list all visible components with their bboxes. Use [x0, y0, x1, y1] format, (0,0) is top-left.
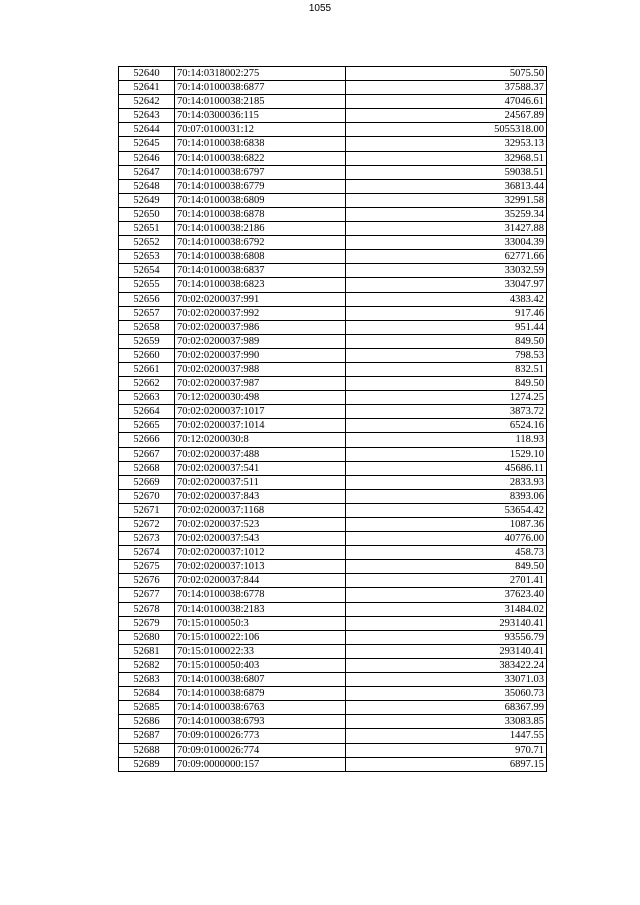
area-value-cell: 36813.44: [346, 179, 547, 193]
row-number-cell: 52652: [119, 236, 175, 250]
row-number-cell: 52676: [119, 574, 175, 588]
area-value-cell: 35060.73: [346, 687, 547, 701]
area-value-cell: 3873.72: [346, 405, 547, 419]
row-number-cell: 52667: [119, 447, 175, 461]
area-value-cell: 31484.02: [346, 602, 547, 616]
area-value-cell: 33071.03: [346, 673, 547, 687]
cadastral-number-cell: 70:12:0200030:8: [175, 433, 346, 447]
table-row: [119, 461, 547, 475]
row-number-cell: 52656: [119, 292, 175, 306]
table-row: [119, 574, 547, 588]
cadastral-number-cell: 70:02:0200037:1012: [175, 546, 346, 560]
area-value-cell: 33004.39: [346, 236, 547, 250]
area-value-cell: 8393.06: [346, 489, 547, 503]
row-number-cell: 52685: [119, 701, 175, 715]
cadastral-number-cell: 70:02:0200037:991: [175, 292, 346, 306]
table-row: [119, 673, 547, 687]
area-value-cell: 458.73: [346, 546, 547, 560]
table-row: [119, 687, 547, 701]
table-row: [119, 644, 547, 658]
area-value-cell: 2833.93: [346, 475, 547, 489]
area-value-cell: 33083.85: [346, 715, 547, 729]
row-number-cell: 52654: [119, 264, 175, 278]
area-value-cell: 35259.34: [346, 207, 547, 221]
cadastral-number-cell: 70:14:0100038:6878: [175, 207, 346, 221]
area-value-cell: 59038.51: [346, 165, 547, 179]
area-value-cell: 293140.41: [346, 644, 547, 658]
cadastral-number-cell: 70:02:0200037:488: [175, 447, 346, 461]
row-number-cell: 52679: [119, 616, 175, 630]
table-row: [119, 602, 547, 616]
row-number-cell: 52657: [119, 306, 175, 320]
table-row: [119, 630, 547, 644]
cadastral-number-cell: 70:14:0100038:6877: [175, 81, 346, 95]
cadastral-number-cell: 70:09:0000000:157: [175, 757, 346, 771]
row-number-cell: 52653: [119, 250, 175, 264]
area-value-cell: 1087.36: [346, 518, 547, 532]
row-number-cell: 52660: [119, 348, 175, 362]
cadastral-number-cell: 70:02:0200037:543: [175, 532, 346, 546]
table-row: [119, 179, 547, 193]
area-value-cell: 45686.11: [346, 461, 547, 475]
area-value-cell: 383422.24: [346, 658, 547, 672]
row-number-cell: 52666: [119, 433, 175, 447]
cadastral-number-cell: 70:02:0200037:988: [175, 362, 346, 376]
row-number-cell: 52659: [119, 334, 175, 348]
cadastral-number-cell: 70:14:0100038:2186: [175, 222, 346, 236]
table-body: [119, 67, 547, 772]
cadastral-number-cell: 70:02:0200037:987: [175, 377, 346, 391]
area-value-cell: 2701.41: [346, 574, 547, 588]
cadastral-number-cell: 70:15:0100050:3: [175, 616, 346, 630]
row-number-cell: 52678: [119, 602, 175, 616]
table-row: [119, 588, 547, 602]
table-row: [119, 743, 547, 757]
area-value-cell: 31427.88: [346, 222, 547, 236]
table-row: [119, 207, 547, 221]
cadastral-number-cell: 70:14:0100038:6763: [175, 701, 346, 715]
table-row: [119, 391, 547, 405]
row-number-cell: 52672: [119, 518, 175, 532]
area-value-cell: 798.53: [346, 348, 547, 362]
cadastral-number-cell: 70:14:0100038:6807: [175, 673, 346, 687]
table-row: [119, 306, 547, 320]
cadastral-number-cell: 70:14:0100038:6822: [175, 151, 346, 165]
table-row: [119, 222, 547, 236]
table-row: [119, 278, 547, 292]
table-row: [119, 334, 547, 348]
table-row: [119, 447, 547, 461]
cadastral-number-cell: 70:14:0100038:6778: [175, 588, 346, 602]
row-number-cell: 52680: [119, 630, 175, 644]
table-row: [119, 193, 547, 207]
area-value-cell: 951.44: [346, 320, 547, 334]
cadastral-number-cell: 70:02:0200037:844: [175, 574, 346, 588]
cadastral-number-cell: 70:02:0200037:989: [175, 334, 346, 348]
cadastral-number-cell: 70:14:0300036:115: [175, 109, 346, 123]
table-row: [119, 532, 547, 546]
cadastral-number-cell: 70:02:0200037:1168: [175, 503, 346, 517]
area-value-cell: 970.71: [346, 743, 547, 757]
table-row: [119, 503, 547, 517]
area-value-cell: 1447.55: [346, 729, 547, 743]
row-number-cell: 52645: [119, 137, 175, 151]
area-value-cell: 849.50: [346, 334, 547, 348]
area-value-cell: 53654.42: [346, 503, 547, 517]
table-row: [119, 405, 547, 419]
area-value-cell: 33032.59: [346, 264, 547, 278]
row-number-cell: 52641: [119, 81, 175, 95]
table-row: [119, 137, 547, 151]
cadastral-number-cell: 70:12:0200030:498: [175, 391, 346, 405]
area-value-cell: 293140.41: [346, 616, 547, 630]
table-row: [119, 475, 547, 489]
row-number-cell: 52665: [119, 419, 175, 433]
cadastral-number-cell: 70:15:0100022:33: [175, 644, 346, 658]
row-number-cell: 52661: [119, 362, 175, 376]
table-row: [119, 419, 547, 433]
table-row: [119, 320, 547, 334]
row-number-cell: 52677: [119, 588, 175, 602]
cadastral-number-cell: 70:14:0100038:6879: [175, 687, 346, 701]
cadastral-number-cell: 70:14:0100038:2183: [175, 602, 346, 616]
row-number-cell: 52649: [119, 193, 175, 207]
row-number-cell: 52673: [119, 532, 175, 546]
row-number-cell: 52642: [119, 95, 175, 109]
table-row: [119, 560, 547, 574]
area-value-cell: 32968.51: [346, 151, 547, 165]
row-number-cell: 52651: [119, 222, 175, 236]
cadastral-number-cell: 70:02:0200037:541: [175, 461, 346, 475]
area-value-cell: 849.50: [346, 560, 547, 574]
cadastral-number-cell: 70:14:0100038:6792: [175, 236, 346, 250]
row-number-cell: 52686: [119, 715, 175, 729]
cadastral-number-cell: 70:02:0200037:1017: [175, 405, 346, 419]
area-value-cell: 24567.89: [346, 109, 547, 123]
table-row: [119, 81, 547, 95]
cadastral-number-cell: 70:02:0200037:1013: [175, 560, 346, 574]
row-number-cell: 52684: [119, 687, 175, 701]
area-value-cell: 33047.97: [346, 278, 547, 292]
cadastral-number-cell: 70:09:0100026:774: [175, 743, 346, 757]
row-number-cell: 52668: [119, 461, 175, 475]
cadastral-table: [118, 66, 547, 772]
area-value-cell: 832.51: [346, 362, 547, 376]
table-row: [119, 165, 547, 179]
cadastral-number-cell: 70:02:0200037:843: [175, 489, 346, 503]
row-number-cell: 52644: [119, 123, 175, 137]
cadastral-number-cell: 70:14:0100038:6838: [175, 137, 346, 151]
row-number-cell: 52646: [119, 151, 175, 165]
cadastral-number-cell: 70:14:0100038:6823: [175, 278, 346, 292]
table-row: [119, 757, 547, 771]
row-number-cell: 52682: [119, 658, 175, 672]
cadastral-number-cell: 70:14:0318002:275: [175, 67, 346, 81]
area-value-cell: 118.93: [346, 433, 547, 447]
cadastral-number-cell: 70:14:0100038:6809: [175, 193, 346, 207]
cadastral-number-cell: 70:02:0200037:523: [175, 518, 346, 532]
table-row: [119, 348, 547, 362]
row-number-cell: 52640: [119, 67, 175, 81]
area-value-cell: 1529.10: [346, 447, 547, 461]
area-value-cell: 4383.42: [346, 292, 547, 306]
row-number-cell: 52658: [119, 320, 175, 334]
area-value-cell: 5075.50: [346, 67, 547, 81]
table-row: [119, 658, 547, 672]
row-number-cell: 52681: [119, 644, 175, 658]
area-value-cell: 917.46: [346, 306, 547, 320]
area-value-cell: 37588.37: [346, 81, 547, 95]
table-row: [119, 616, 547, 630]
area-value-cell: 37623.40: [346, 588, 547, 602]
area-value-cell: 849.50: [346, 377, 547, 391]
row-number-cell: 52671: [119, 503, 175, 517]
cadastral-number-cell: 70:15:0100022:106: [175, 630, 346, 644]
row-number-cell: 52675: [119, 560, 175, 574]
cadastral-number-cell: 70:14:0100038:6779: [175, 179, 346, 193]
area-value-cell: 6524.16: [346, 419, 547, 433]
table-row: [119, 518, 547, 532]
row-number-cell: 52664: [119, 405, 175, 419]
table-row: [119, 701, 547, 715]
area-value-cell: 6897.15: [346, 757, 547, 771]
area-value-cell: 40776.00: [346, 532, 547, 546]
row-number-cell: 52683: [119, 673, 175, 687]
area-value-cell: 47046.61: [346, 95, 547, 109]
cadastral-number-cell: 70:02:0200037:986: [175, 320, 346, 334]
table-row: [119, 250, 547, 264]
row-number-cell: 52655: [119, 278, 175, 292]
table-row: [119, 377, 547, 391]
table-row: [119, 433, 547, 447]
table-row: [119, 95, 547, 109]
table-row: [119, 729, 547, 743]
cadastral-number-cell: 70:02:0200037:992: [175, 306, 346, 320]
table-row: [119, 151, 547, 165]
table-row: [119, 362, 547, 376]
cadastral-number-cell: 70:15:0100050:403: [175, 658, 346, 672]
row-number-cell: 52689: [119, 757, 175, 771]
cadastral-number-cell: 70:07:0100031:12: [175, 123, 346, 137]
table-row: [119, 109, 547, 123]
table-row: [119, 264, 547, 278]
row-number-cell: 52648: [119, 179, 175, 193]
row-number-cell: 52647: [119, 165, 175, 179]
area-value-cell: 32991.58: [346, 193, 547, 207]
cadastral-number-cell: 70:14:0100038:6797: [175, 165, 346, 179]
cadastral-number-cell: 70:02:0200037:511: [175, 475, 346, 489]
row-number-cell: 52662: [119, 377, 175, 391]
row-number-cell: 52670: [119, 489, 175, 503]
cadastral-number-cell: 70:09:0100026:773: [175, 729, 346, 743]
cadastral-number-cell: 70:14:0100038:6837: [175, 264, 346, 278]
row-number-cell: 52674: [119, 546, 175, 560]
area-value-cell: 5055318.00: [346, 123, 547, 137]
cadastral-number-cell: 70:02:0200037:990: [175, 348, 346, 362]
area-value-cell: 32953.13: [346, 137, 547, 151]
row-number-cell: 52669: [119, 475, 175, 489]
row-number-cell: 52688: [119, 743, 175, 757]
table-row: [119, 67, 547, 81]
table-row: [119, 546, 547, 560]
table-row: [119, 292, 547, 306]
cadastral-number-cell: 70:02:0200037:1014: [175, 419, 346, 433]
row-number-cell: 52650: [119, 207, 175, 221]
table-row: [119, 236, 547, 250]
area-value-cell: 62771.66: [346, 250, 547, 264]
cadastral-number-cell: 70:14:0100038:6808: [175, 250, 346, 264]
cadastral-number-cell: 70:14:0100038:6793: [175, 715, 346, 729]
row-number-cell: 52663: [119, 391, 175, 405]
row-number-cell: 52643: [119, 109, 175, 123]
row-number-cell: 52687: [119, 729, 175, 743]
page-number: 1055: [308, 3, 332, 14]
area-value-cell: 68367.99: [346, 701, 547, 715]
table-row: [119, 123, 547, 137]
table-row: [119, 715, 547, 729]
area-value-cell: 93556.79: [346, 630, 547, 644]
cadastral-number-cell: 70:14:0100038:2185: [175, 95, 346, 109]
table-row: [119, 489, 547, 503]
area-value-cell: 1274.25: [346, 391, 547, 405]
